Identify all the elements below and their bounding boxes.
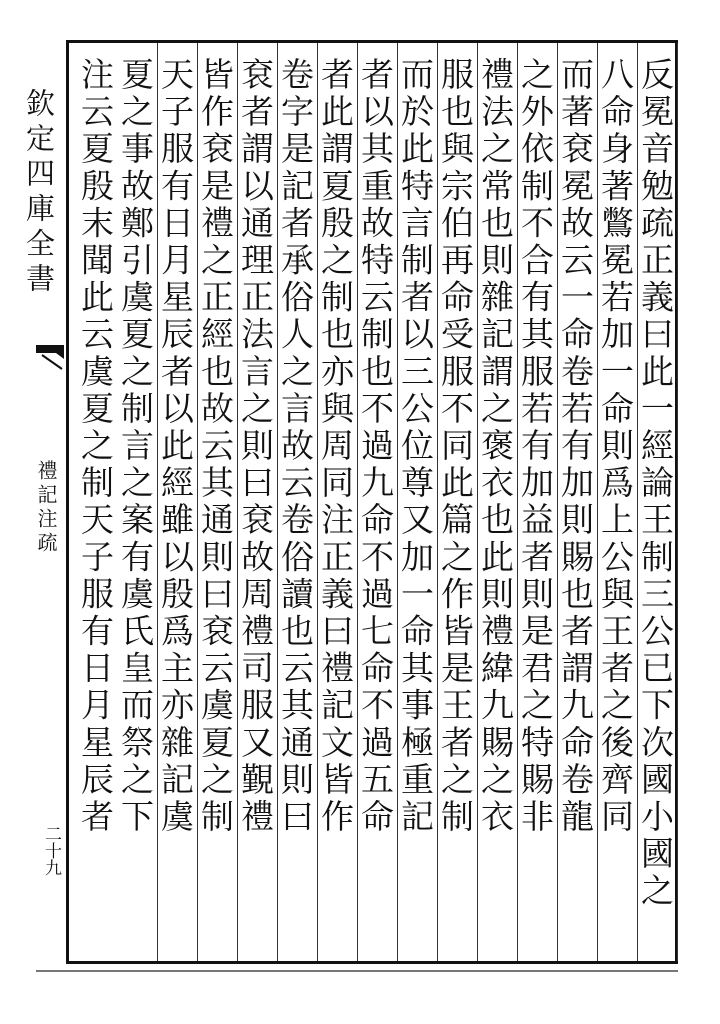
text-column: [153, 43, 198, 961]
text-column: [593, 43, 638, 961]
text-column: [113, 43, 158, 961]
margin-book-name: 禮記注疏: [34, 460, 58, 556]
column-text: 天子服有日月星辰者以此經雖以殷爲主亦雜記虞: [156, 57, 195, 837]
page-margin: [0, 40, 62, 985]
text-column: [353, 43, 398, 961]
text-column: [633, 43, 678, 961]
margin-book-title: 欽定四庫全書: [22, 88, 56, 298]
column-text: 而於此特言制者以三公位尊又加一命其事極重記: [396, 57, 435, 837]
column-text: 之外依制不合有其服若有加益者則是君之特賜非: [516, 57, 555, 837]
text-column: [313, 43, 358, 961]
column-text: 反冕音勉疏正義曰此一經論王制三公已下次國小國之: [636, 57, 675, 911]
column-text: 八命身著鷩冕若加一命則爲上公與王者之後齊同: [596, 57, 635, 837]
text-column: [73, 43, 118, 961]
text-column: [553, 43, 598, 961]
bottom-rule: [36, 970, 678, 972]
column-text: 注云夏殷末聞此云虞夏之制天子服有日月星辰者: [76, 57, 115, 837]
column-text: 者此謂夏殷之制也亦與周同注正義曰禮記文皆作: [316, 57, 355, 837]
text-block: [66, 40, 678, 964]
fishtail-mark-icon: [36, 345, 64, 371]
text-column: [513, 43, 558, 961]
column-text: 服也與宗伯再命受服不同此篇之作皆是王者之制: [436, 57, 475, 837]
column-text: 夏之事故鄭引虞夏之制言之案有虞氏皇而祭之下: [116, 57, 155, 837]
column-text: 皆作袞是禮之正經也故云其通則曰袞云虞夏之制: [196, 57, 235, 837]
text-column: [273, 43, 318, 961]
text-column: [393, 43, 438, 961]
column-text: 者以其重故特云制也不過九命不過七命不過五命: [356, 57, 395, 837]
text-column: [473, 43, 518, 961]
column-text: 禮法之常也則雜記謂之褒衣也此則禮緯九賜之衣: [476, 57, 515, 837]
column-text: 卷字是記者承俗人之言故云卷俗讀也云其通則曰: [276, 57, 315, 837]
text-column: [193, 43, 238, 961]
text-column: [233, 43, 278, 961]
text-column: [433, 43, 478, 961]
margin-page-number: 二十九: [41, 825, 61, 876]
column-text: 而著袞冕故云一命卷若有加則賜也者謂九命卷龍: [556, 57, 595, 837]
column-text: 袞者謂以通理正法言之則曰袞故周禮司服又覲禮: [236, 57, 275, 837]
